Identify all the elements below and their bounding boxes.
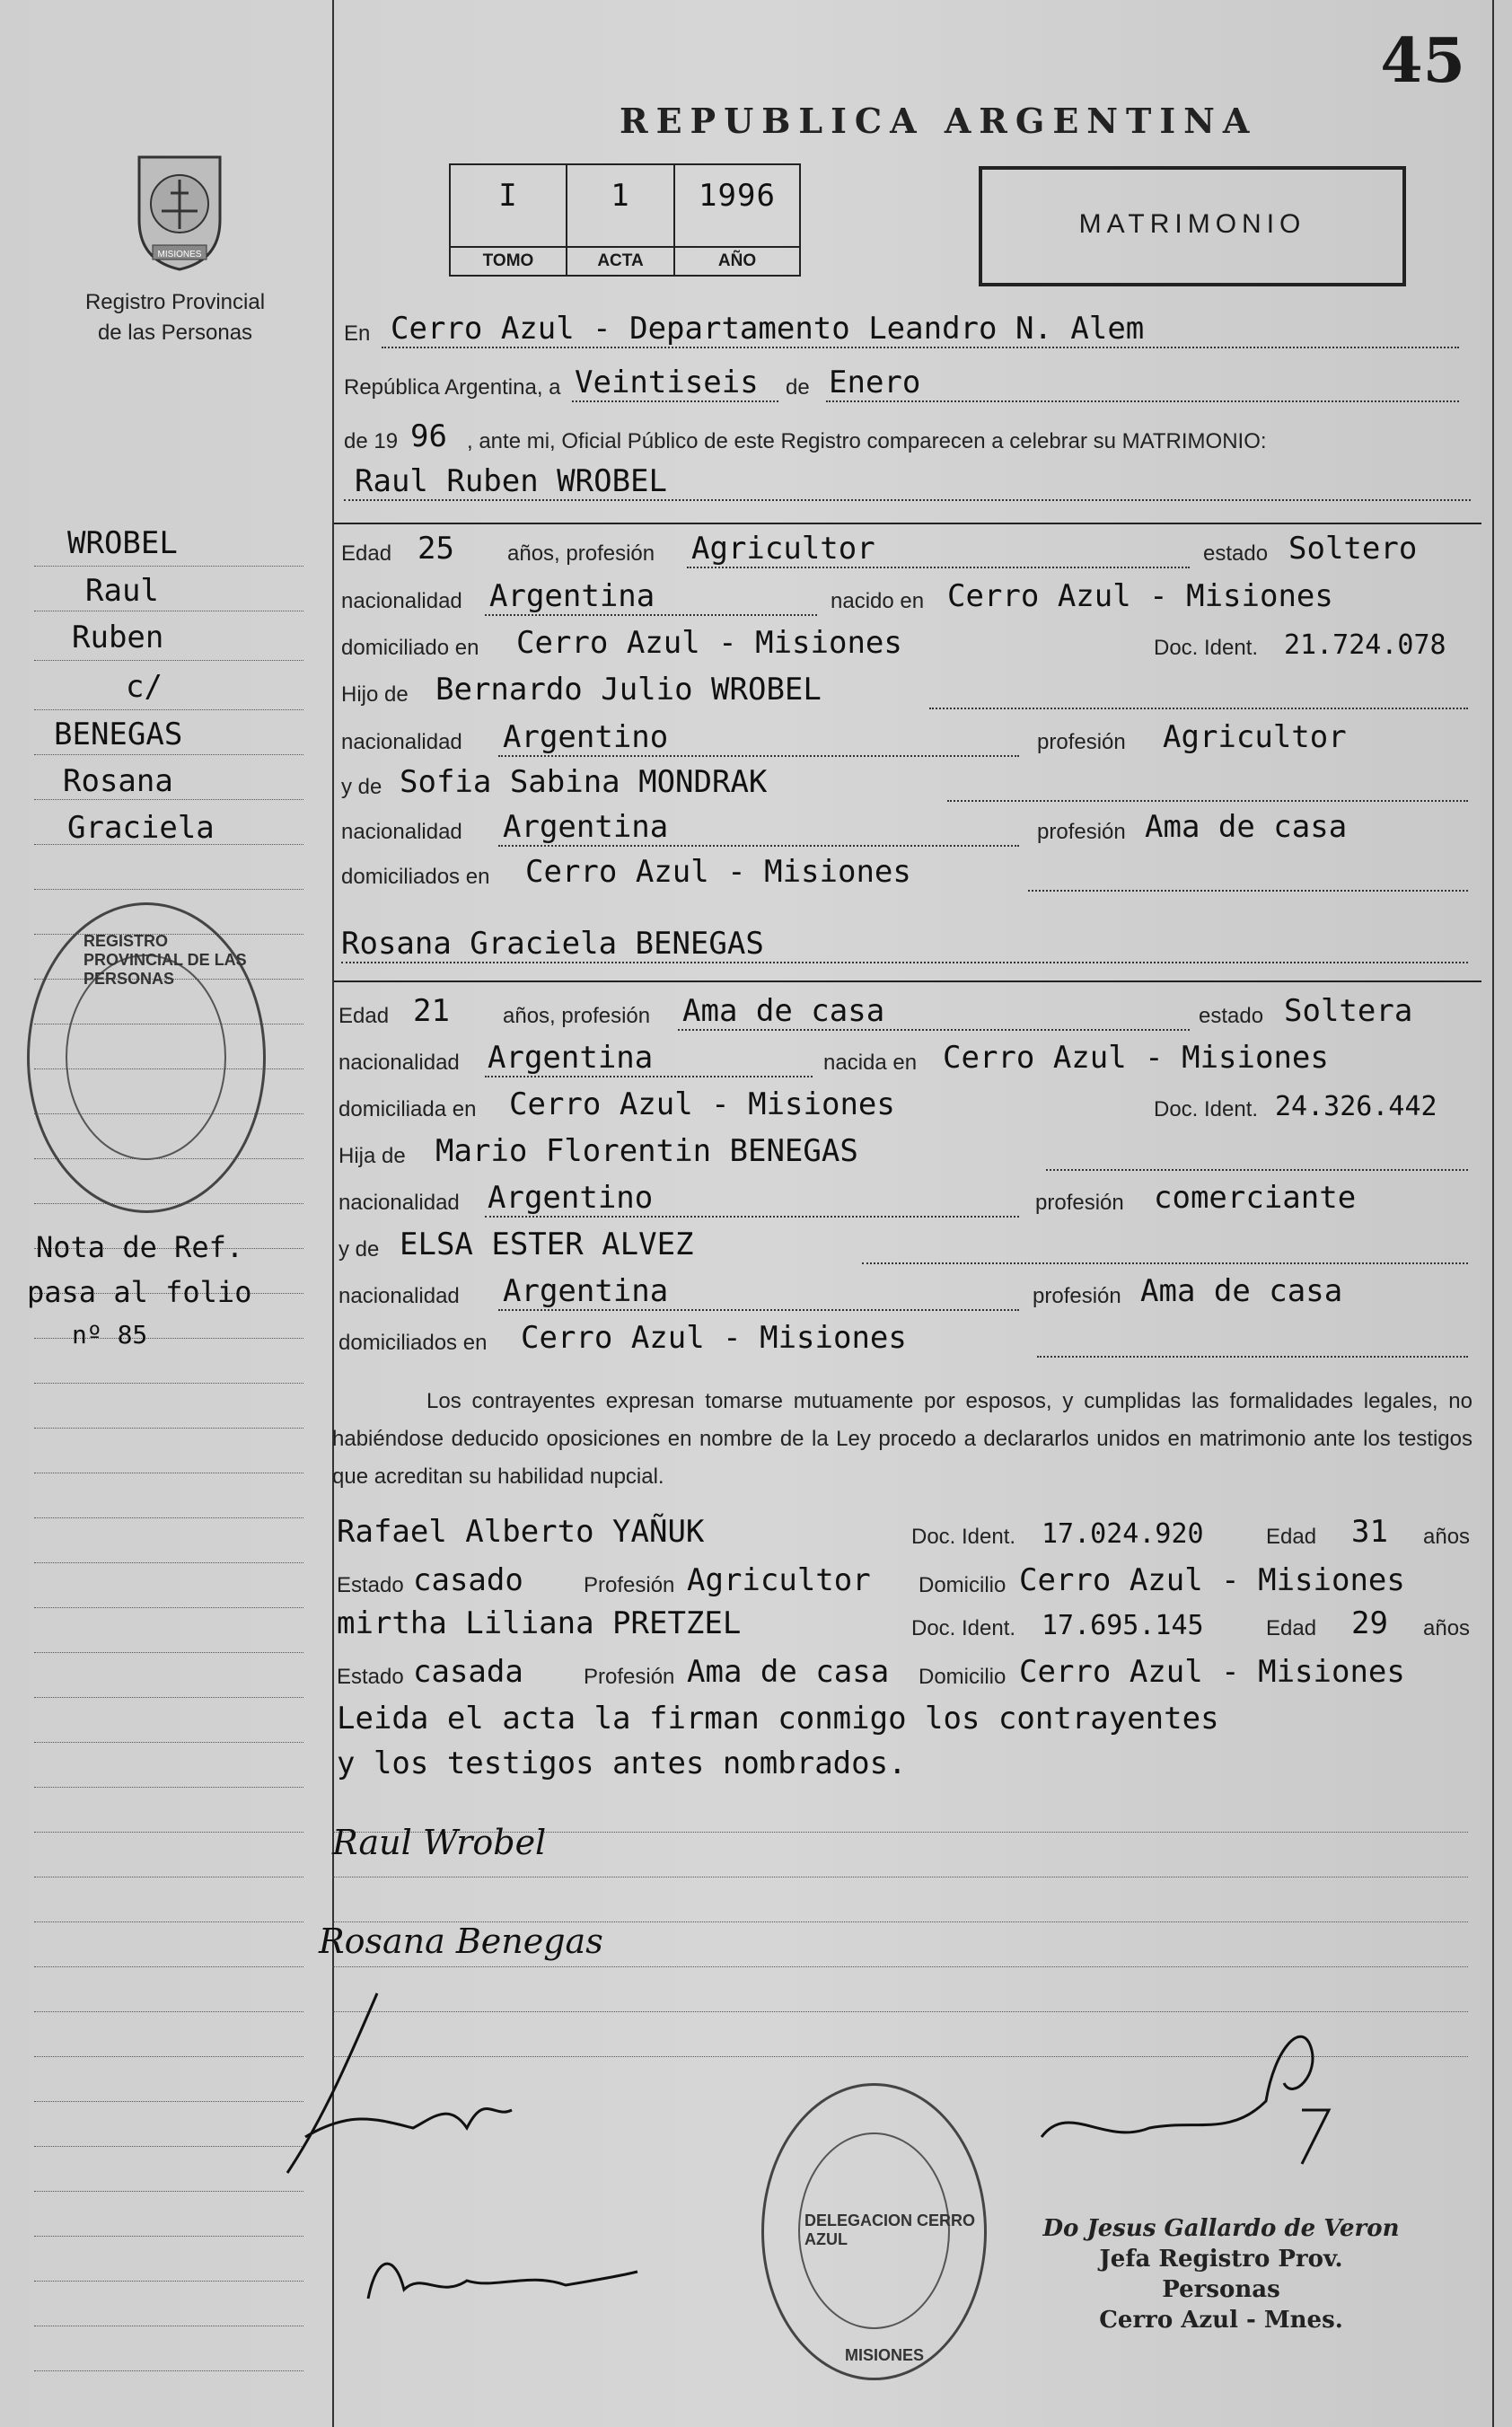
closing-line-2 — [337, 1746, 1477, 1789]
nacionalidad-label: nacionalidad — [338, 1191, 460, 1215]
nacionalidad-label: nacionalidad — [338, 1284, 460, 1308]
y-de-label: y de — [338, 1237, 380, 1262]
groom-signature: Raul Wrobel — [332, 1823, 547, 1862]
bride-profession: Ama de casa — [682, 993, 885, 1029]
witness-2-signature — [350, 2245, 646, 2317]
domicilio-label: domiciliado en — [341, 636, 479, 660]
groom-nationality-row — [337, 578, 1477, 621]
tomo-value: I — [498, 178, 518, 214]
record-id-box — [449, 163, 801, 277]
witness-1-domicile: Cerro Azul - Misiones — [1019, 1562, 1405, 1598]
nacionalidad-label: nacionalidad — [341, 820, 462, 844]
groom-name-row — [337, 463, 1477, 506]
en-label: En — [344, 321, 371, 346]
day-value: Veintiseis — [575, 365, 759, 400]
intro-text: , ante mi, Oficial Público de este Registro comparecen a celebrar su MATRIMONIO: — [467, 429, 1267, 453]
bride-father: Mario Florentin BENEGAS — [435, 1133, 858, 1169]
bride-mother-profession: Ama de casa — [1140, 1273, 1343, 1309]
profesion-label: profesión — [1037, 820, 1126, 844]
tomo-label: TOMO — [451, 246, 566, 271]
witness-1-signature — [269, 1984, 539, 2191]
registry-line-1: Registro Provincial — [84, 290, 266, 314]
profesion-label: profesión — [1035, 1191, 1124, 1215]
witness-1-age: 31 — [1351, 1514, 1388, 1550]
doc-label: Doc. Ident. — [1154, 636, 1259, 660]
margin-name: Ruben — [72, 620, 164, 655]
place-value: Cerro Azul - Departamento Leandro N. Alem — [391, 311, 1145, 347]
edad-label: Edad — [1266, 1616, 1317, 1640]
ano-value: 1996 — [699, 178, 776, 214]
bride-domicile-row — [337, 1086, 1477, 1130]
groom-father-nationality: Argentino — [503, 719, 669, 755]
acta-cell — [567, 165, 675, 275]
groom-father-nat-row — [337, 719, 1477, 762]
reference-note: Nota de Ref. — [36, 1230, 244, 1264]
edad-label: Edad — [341, 541, 392, 566]
registry-line-2: de las Personas — [97, 321, 253, 345]
ano-label: AÑO — [675, 246, 799, 271]
folio-number: 45 — [1380, 25, 1465, 97]
groom-parents-domicile: Cerro Azul - Misiones — [525, 854, 911, 890]
anos-label: años — [1423, 1525, 1471, 1549]
bride-mother-row — [337, 1227, 1477, 1270]
groom-mother-nationality: Argentina — [503, 809, 669, 845]
groom-mother-row — [337, 764, 1477, 807]
anos-label: años — [1423, 1616, 1471, 1640]
year-value: 96 — [410, 418, 447, 454]
official-title: Jefa Registro Prov. Personas — [1099, 2246, 1343, 2303]
groom-nationality: Argentina — [489, 578, 655, 614]
nacionalidad-label: nacionalidad — [341, 730, 462, 754]
domiciliada-label: domiciliada en — [338, 1097, 477, 1121]
right-rule — [1492, 0, 1494, 2427]
witness-2-age: 29 — [1351, 1605, 1388, 1641]
reference-note: pasa al folio — [27, 1275, 252, 1309]
registry-seal-margin — [27, 902, 266, 1213]
domiciliados-label: domiciliados en — [341, 865, 490, 889]
domicilio-label: Domicilio — [919, 1665, 1007, 1689]
year-prefix: de 19 — [344, 429, 399, 453]
record-type: MATRIMONIO — [1078, 209, 1306, 239]
bride-domicile: Cerro Azul - Misiones — [509, 1086, 895, 1122]
date-row — [337, 365, 1477, 408]
witness-1-profession: Agricultor — [687, 1562, 871, 1598]
margin-name: Graciela — [67, 810, 215, 846]
groom-age: 25 — [418, 531, 454, 567]
nacido-label: nacido en — [831, 589, 925, 613]
witness-2-status: casada — [413, 1654, 523, 1690]
official-signature — [1033, 1993, 1356, 2173]
seal-text: REGISTRO PROVINCIAL DE LAS PERSONAS — [84, 932, 247, 988]
groom-parents-domicile-row — [337, 854, 1477, 897]
groom-profession: Agricultor — [691, 531, 875, 567]
groom-birthplace: Cerro Azul - Misiones — [947, 578, 1333, 614]
edad-label: Edad — [338, 1004, 390, 1028]
bride-father-nationality: Argentino — [488, 1180, 654, 1216]
closing-line-1 — [337, 1701, 1477, 1744]
bride-parents-domicile-row — [337, 1320, 1477, 1363]
country-title: REPUBLICA ARGENTINA — [620, 101, 1258, 141]
profesion-label: Profesión — [584, 1665, 675, 1689]
margin-name: c/ — [126, 669, 163, 705]
estado-label: estado — [1203, 541, 1269, 566]
registry-seal-bottom — [761, 2083, 987, 2380]
nacionalidad-label: nacionalidad — [341, 589, 462, 613]
ano-cell — [675, 165, 799, 275]
bride-status: Soltera — [1284, 993, 1413, 1029]
bride-father-row — [337, 1133, 1477, 1176]
nacionalidad-label: nacionalidad — [338, 1051, 460, 1075]
reference-note: nº 85 — [72, 1320, 148, 1350]
nacida-label: nacida en — [823, 1051, 918, 1075]
groom-father: Bernardo Julio WROBEL — [435, 672, 822, 708]
bride-birthplace: Cerro Azul - Misiones — [943, 1040, 1329, 1076]
profesion-label: años, profesión — [503, 1004, 651, 1028]
groom-name: Raul Ruben WROBEL — [355, 463, 667, 499]
estado-label: estado — [1199, 1004, 1264, 1028]
acta-label: ACTA — [567, 246, 673, 271]
doc-label: Doc. Ident. — [1154, 1097, 1259, 1121]
doc-label: Doc. Ident. — [911, 1525, 1016, 1549]
groom-separator — [334, 523, 1481, 524]
bride-nationality-row — [337, 1040, 1477, 1083]
hijo-label: Hijo de — [341, 682, 409, 707]
groom-father-profession: Agricultor — [1163, 719, 1347, 755]
registry-name — [54, 287, 296, 348]
groom-mother: Sofia Sabina MONDRAK — [400, 764, 768, 800]
bride-parents-domicile: Cerro Azul - Misiones — [521, 1320, 907, 1356]
domiciliados-label: domiciliados en — [338, 1331, 488, 1355]
witness-1-row — [337, 1514, 1477, 1557]
groom-mother-profession: Ama de casa — [1145, 809, 1348, 845]
de-label: de — [786, 375, 810, 400]
bride-mother-nat-row — [337, 1273, 1477, 1316]
bride-name: Rosana Graciela BENEGAS — [341, 926, 764, 962]
doc-label: Doc. Ident. — [911, 1616, 1016, 1640]
witness-1-doc: 17.024.920 — [1042, 1518, 1204, 1550]
margin-name: BENEGAS — [54, 717, 183, 752]
seal-text: DELEGACION CERRO AZUL — [804, 2212, 976, 2248]
bride-separator — [334, 980, 1481, 982]
estado-label: Estado — [337, 1665, 404, 1689]
groom-father-row — [337, 672, 1477, 715]
groom-domicile: Cerro Azul - Misiones — [516, 625, 902, 661]
witness-2-profession: Ama de casa — [687, 1654, 890, 1690]
margin-name: Raul — [85, 573, 159, 609]
official-location: Cerro Azul - Mnes. — [1099, 2307, 1343, 2334]
groom-mother-nat-row — [337, 809, 1477, 852]
official-stamp — [1042, 2213, 1401, 2335]
bride-mother-nationality: Argentina — [503, 1273, 669, 1309]
bride-father-nat-row — [337, 1180, 1477, 1223]
margin-name: Rosana — [63, 763, 173, 799]
groom-age-row — [337, 531, 1477, 574]
groom-domicile-row — [337, 625, 1477, 668]
closing-text-2: y los testigos antes nombrados. — [337, 1746, 907, 1781]
witness-1-details-row — [337, 1562, 1477, 1605]
republic-label: República Argentina, a — [344, 375, 561, 400]
acta-value: 1 — [611, 178, 630, 214]
bride-mother: ELSA ESTER ALVEZ — [400, 1227, 694, 1262]
seal-text: MISIONES — [845, 2346, 925, 2364]
bride-father-profession: comerciante — [1154, 1180, 1357, 1216]
witness-2-row — [337, 1605, 1477, 1649]
y-de-label: y de — [341, 775, 382, 799]
bride-nationality: Argentina — [488, 1040, 654, 1076]
coat-of-arms-label: MISIONES — [157, 250, 202, 259]
witness-2-domicile: Cerro Azul - Misiones — [1019, 1654, 1405, 1690]
hija-label: Hija de — [338, 1144, 406, 1168]
edad-label: Edad — [1266, 1525, 1317, 1549]
tomo-cell — [451, 165, 567, 275]
bride-doc: 24.326.442 — [1275, 1091, 1437, 1122]
profesion-label: profesión — [1033, 1284, 1121, 1308]
profesion-label: años, profesión — [507, 541, 655, 566]
groom-doc: 21.724.078 — [1284, 629, 1446, 661]
place-row — [337, 311, 1477, 354]
witness-1-status: casado — [413, 1562, 523, 1598]
profesion-label: profesión — [1037, 730, 1126, 754]
official-name: Do Jesus Gallardo de Veron — [1042, 2215, 1400, 2242]
groom-status: Soltero — [1288, 531, 1418, 567]
profesion-label: Profesión — [584, 1573, 675, 1597]
record-type-box — [979, 166, 1406, 286]
bride-name-row — [337, 926, 1477, 969]
intro-row — [337, 418, 1477, 462]
bride-age-row — [337, 993, 1477, 1036]
witness-1-name: Rafael Alberto YAÑUK — [337, 1514, 705, 1550]
month-value: Enero — [829, 365, 921, 400]
domicilio-label: Domicilio — [919, 1573, 1007, 1597]
witness-2-doc: 17.695.145 — [1042, 1610, 1204, 1641]
bride-signature: Rosana Benegas — [319, 1921, 603, 1961]
coat-of-arms-icon — [121, 148, 238, 274]
margin-name: WROBEL — [67, 525, 178, 561]
witness-2-details-row — [337, 1654, 1477, 1697]
bride-age: 21 — [413, 993, 450, 1029]
estado-label: Estado — [337, 1573, 404, 1597]
declaration-text: Los contrayentes expresan tomarse mutuamente por esposos, y cumplidas las formalidades legales, no habiéndose deducido oposiciones en nombre de la Ley procedo a declararlos unidos en matrimonio ante los testigos que acreditan su habilidad nupcial. — [332, 1389, 1472, 1489]
witness-2-name: mirtha Liliana PRETZEL — [337, 1605, 742, 1641]
closing-text-1: Leida el acta la firman conmigo los contrayentes — [337, 1701, 1219, 1737]
